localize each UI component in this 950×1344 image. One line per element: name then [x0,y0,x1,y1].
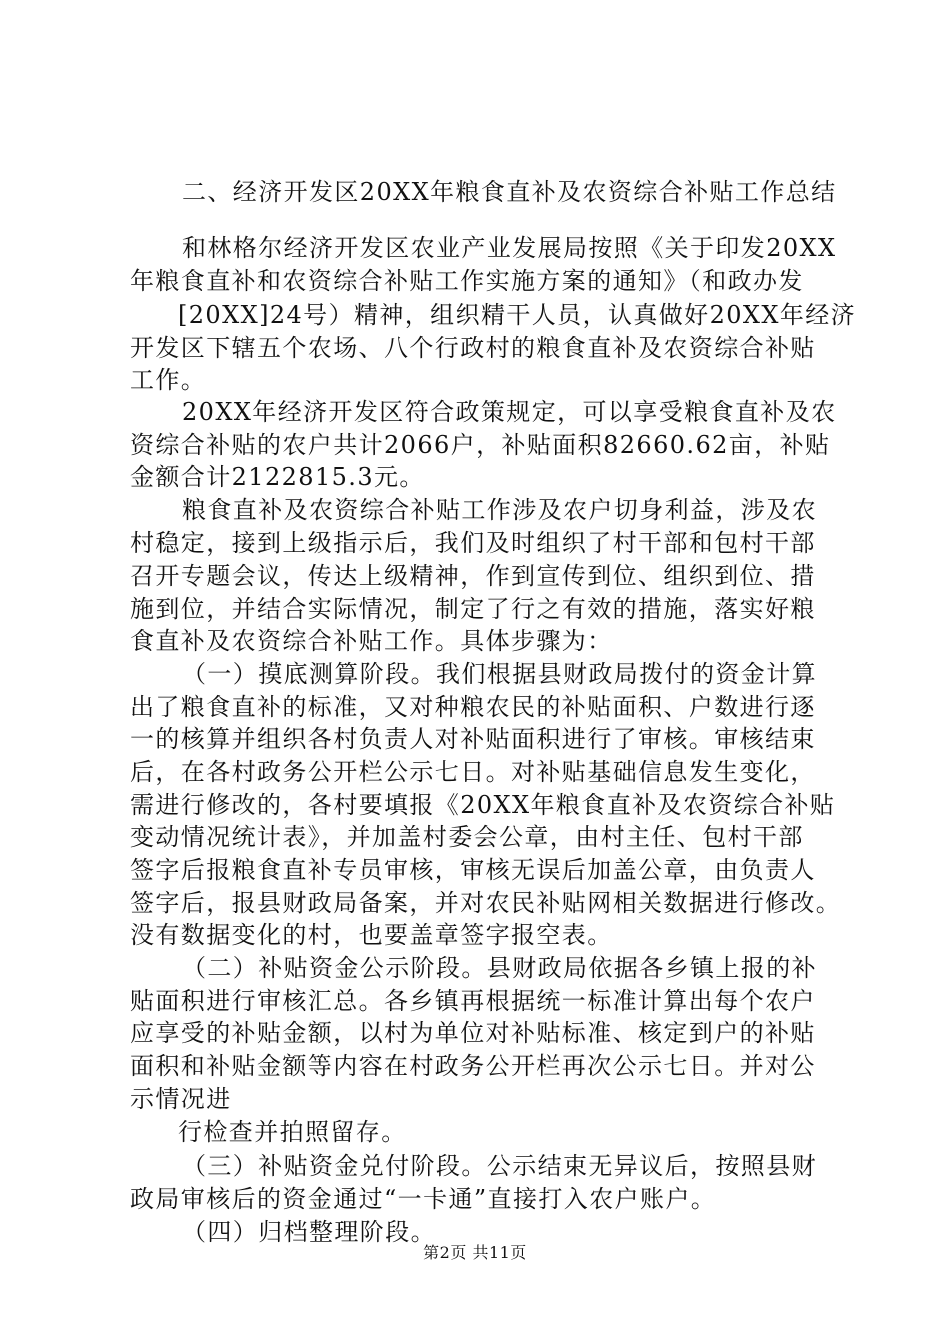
paragraph-line: 需进行修改的，各村要填报《20XX年粮食直补及农资综合补贴 [130,791,836,819]
paragraph-line: 示情况进 [130,1085,232,1113]
paragraph-line: 没有数据变化的村，也要盖章签字报空表。 [130,921,613,949]
paragraph-line: 开发区下辖五个农场、八个行政村的粮食直补及农资综合补贴 [130,334,816,362]
paragraph-line: 资综合补贴的农户共计2066户，补贴面积82660.62亩，补贴 [130,431,831,459]
paragraph-line: （二）补贴资金公示阶段。县财政局依据各乡镇上报的补 [182,954,817,982]
paragraph-line: 召开专题会议，传达上级精神，作到宣传到位、组织到位、措 [130,562,816,590]
paragraph-line: 和林格尔经济开发区农业产业发展局按照《关于印发20XX [182,234,837,262]
paragraph-line: 粮食直补及农资综合补贴工作涉及农户切身利益，涉及农 [182,496,817,524]
paragraph-line: 食直补及农资综合补贴工作。具体步骤为： [130,627,613,655]
paragraph-line: 施到位，并结合实际情况，制定了行之有效的措施，落实好粮 [130,595,816,623]
paragraph-line: 面积和补贴金额等内容在村政务公开栏再次公示七日。并对公 [130,1052,816,1080]
paragraph-line: 签字后报粮食直补专员审核，审核无误后加盖公章，由负责人 [130,856,816,884]
paragraph-line: 年粮食直补和农资综合补贴工作实施方案的通知》（和政办发 [130,267,804,295]
paragraph-line: 一的核算并组织各村负责人对补贴面积进行了审核。审核结束 [130,725,816,753]
paragraph-line: 贴面积进行审核汇总。各乡镇再根据统一标准计算出每个农户 [130,987,816,1015]
section-heading: 二、经济开发区20XX年粮食直补及农资综合补贴工作总结 [182,178,837,206]
paragraph-line: 签字后，报县财政局备案，并对农民补贴网相关数据进行修改。 [130,889,842,917]
paragraph-line: 政局审核后的资金通过“一卡通”直接打入农户账户。 [130,1185,717,1213]
paragraph-line: （一）摸底测算阶段。我们根据县财政局拨付的资金计算 [182,660,817,688]
paragraph-line: 变动情况统计表》，并加盖村委会公章，由村主任、包村干部 [130,823,804,851]
paragraph-line: 出了粮食直补的标准，又对种粮农民的补贴面积、户数进行逐 [130,693,816,721]
paragraph-line: 应享受的补贴金额，以村为单位对补贴标准、核定到户的补贴 [130,1019,816,1047]
paragraph-line: （三）补贴资金兑付阶段。公示结束无异议后，按照县财 [182,1152,817,1180]
paragraph-line: 20XX年经济开发区符合政策规定，可以享受粮食直补及农 [182,398,837,426]
paragraph-line: （四）归档整理阶段。 [182,1218,436,1246]
paragraph-line: [20XX]24号）精神，组织精干人员，认真做好20XX年经济 [178,301,857,329]
page-number-footer: 第2页 共11页 [423,1243,527,1262]
paragraph-line: 金额合计2122815.3元。 [130,463,425,491]
paragraph-line: 后，在各村政务公开栏公示七日。对补贴基础信息发生变化， [130,758,816,786]
paragraph-line: 行检查并拍照留存。 [178,1118,407,1146]
paragraph-line: 村稳定，接到上级指示后，我们及时组织了村干部和包村干部 [130,529,816,557]
paragraph-line: 工作。 [130,366,207,394]
